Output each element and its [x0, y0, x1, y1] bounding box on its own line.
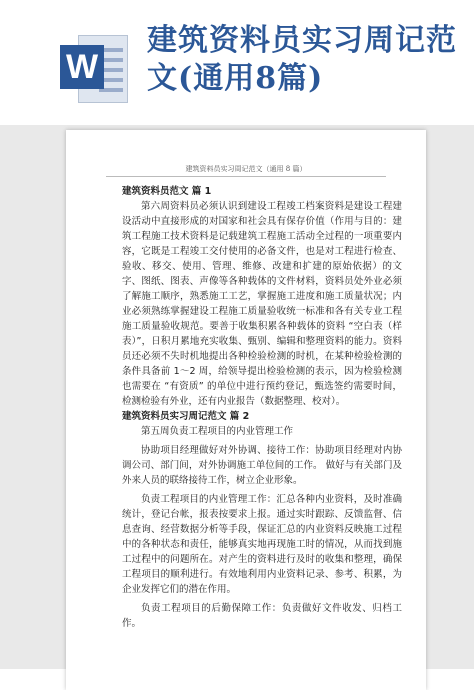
- section-heading: 建筑资料员范文 篇 1: [122, 186, 212, 197]
- body-paragraph: 协助项目经理做好对外协调、接待工作：协助项目经理对内协调公司、部门间，对外协调施工单位间的工作。 做好与有关部门及外来人员的联络接待工作，树立企业形象。: [122, 445, 402, 486]
- body-paragraph: 第六周资料员必须认识到建设工程竣工档案资料是建设工程建设活动中直接形成的对国家和社会具有保存价值（作用与目的：建筑工程施工技术资料是记载建筑工程施工活动全过程的一项重要内容，它既是工程竣工交付使用的必备文件，也是对工程进行检查、验收、移交、使用、管理、维修、改建和扩建的原始依据）的文字、图纸、图表、声像等各种载体的文件材料，资料员处外业必须了解施工顺序，熟悉施工工艺，掌握施工进度和施工质量状况；内业必须熟练掌握建设工程施工质量验收统一标准和各有关专业工程施工质量验收规范。要善于收集积累各种载体的资料 “空白表（样表）”，日积月累地充实收集、甄别、编辑和整理资料的能力。资料员还必须不失时机地提出各种检验检测的时机，在某种检验检测的条件具备前 1～2 周，给领导提出检验检测的表示，因为检验检测也需要在 “有资质” 的单位中进行预约登记，甄选签约需要时间，检测检验有外业，还有内业报告（数据整理、校对）。: [122, 201, 402, 407]
- section-heading: 建筑资料员实习周记范文 篇 2: [122, 411, 250, 422]
- document-body: [122, 184, 402, 631]
- word-logo-badge: W: [60, 45, 104, 89]
- page-title: 建筑资料员实习周记范文(通用8篇): [147, 23, 457, 96]
- document-page: [66, 130, 426, 690]
- body-paragraph: 负责工程项目的后勤保障工作：负责做好文件收发、归档工作。: [122, 603, 402, 629]
- running-header: 建筑资料员实习周记范文（通用 8 篇）: [185, 165, 307, 173]
- word-document-icon: [60, 35, 128, 103]
- header-banner: [0, 0, 474, 120]
- section-subtitle: 第五周负责工程项目的内业管理工作: [141, 426, 294, 437]
- header-rule: [106, 176, 386, 177]
- body-paragraph: 负责工程项目的内业管理工作：汇总各种内业资料，及时准确统计，登记台帐，报表按要求上报。通过实时跟踪、反馈监督、信息查询、经营数据分析等手段，保证汇总的内业资料反映施工过程中的各种状态和责任，能够真实地再现施工时的情况，从而找到施工过程中的问题所在。对产生的资料进行及时的收集和整理，确保工程项目的顺利进行。有效地利用内业资料记录、参考、积累，为企业发挥它们的潜在作用。: [122, 494, 402, 595]
